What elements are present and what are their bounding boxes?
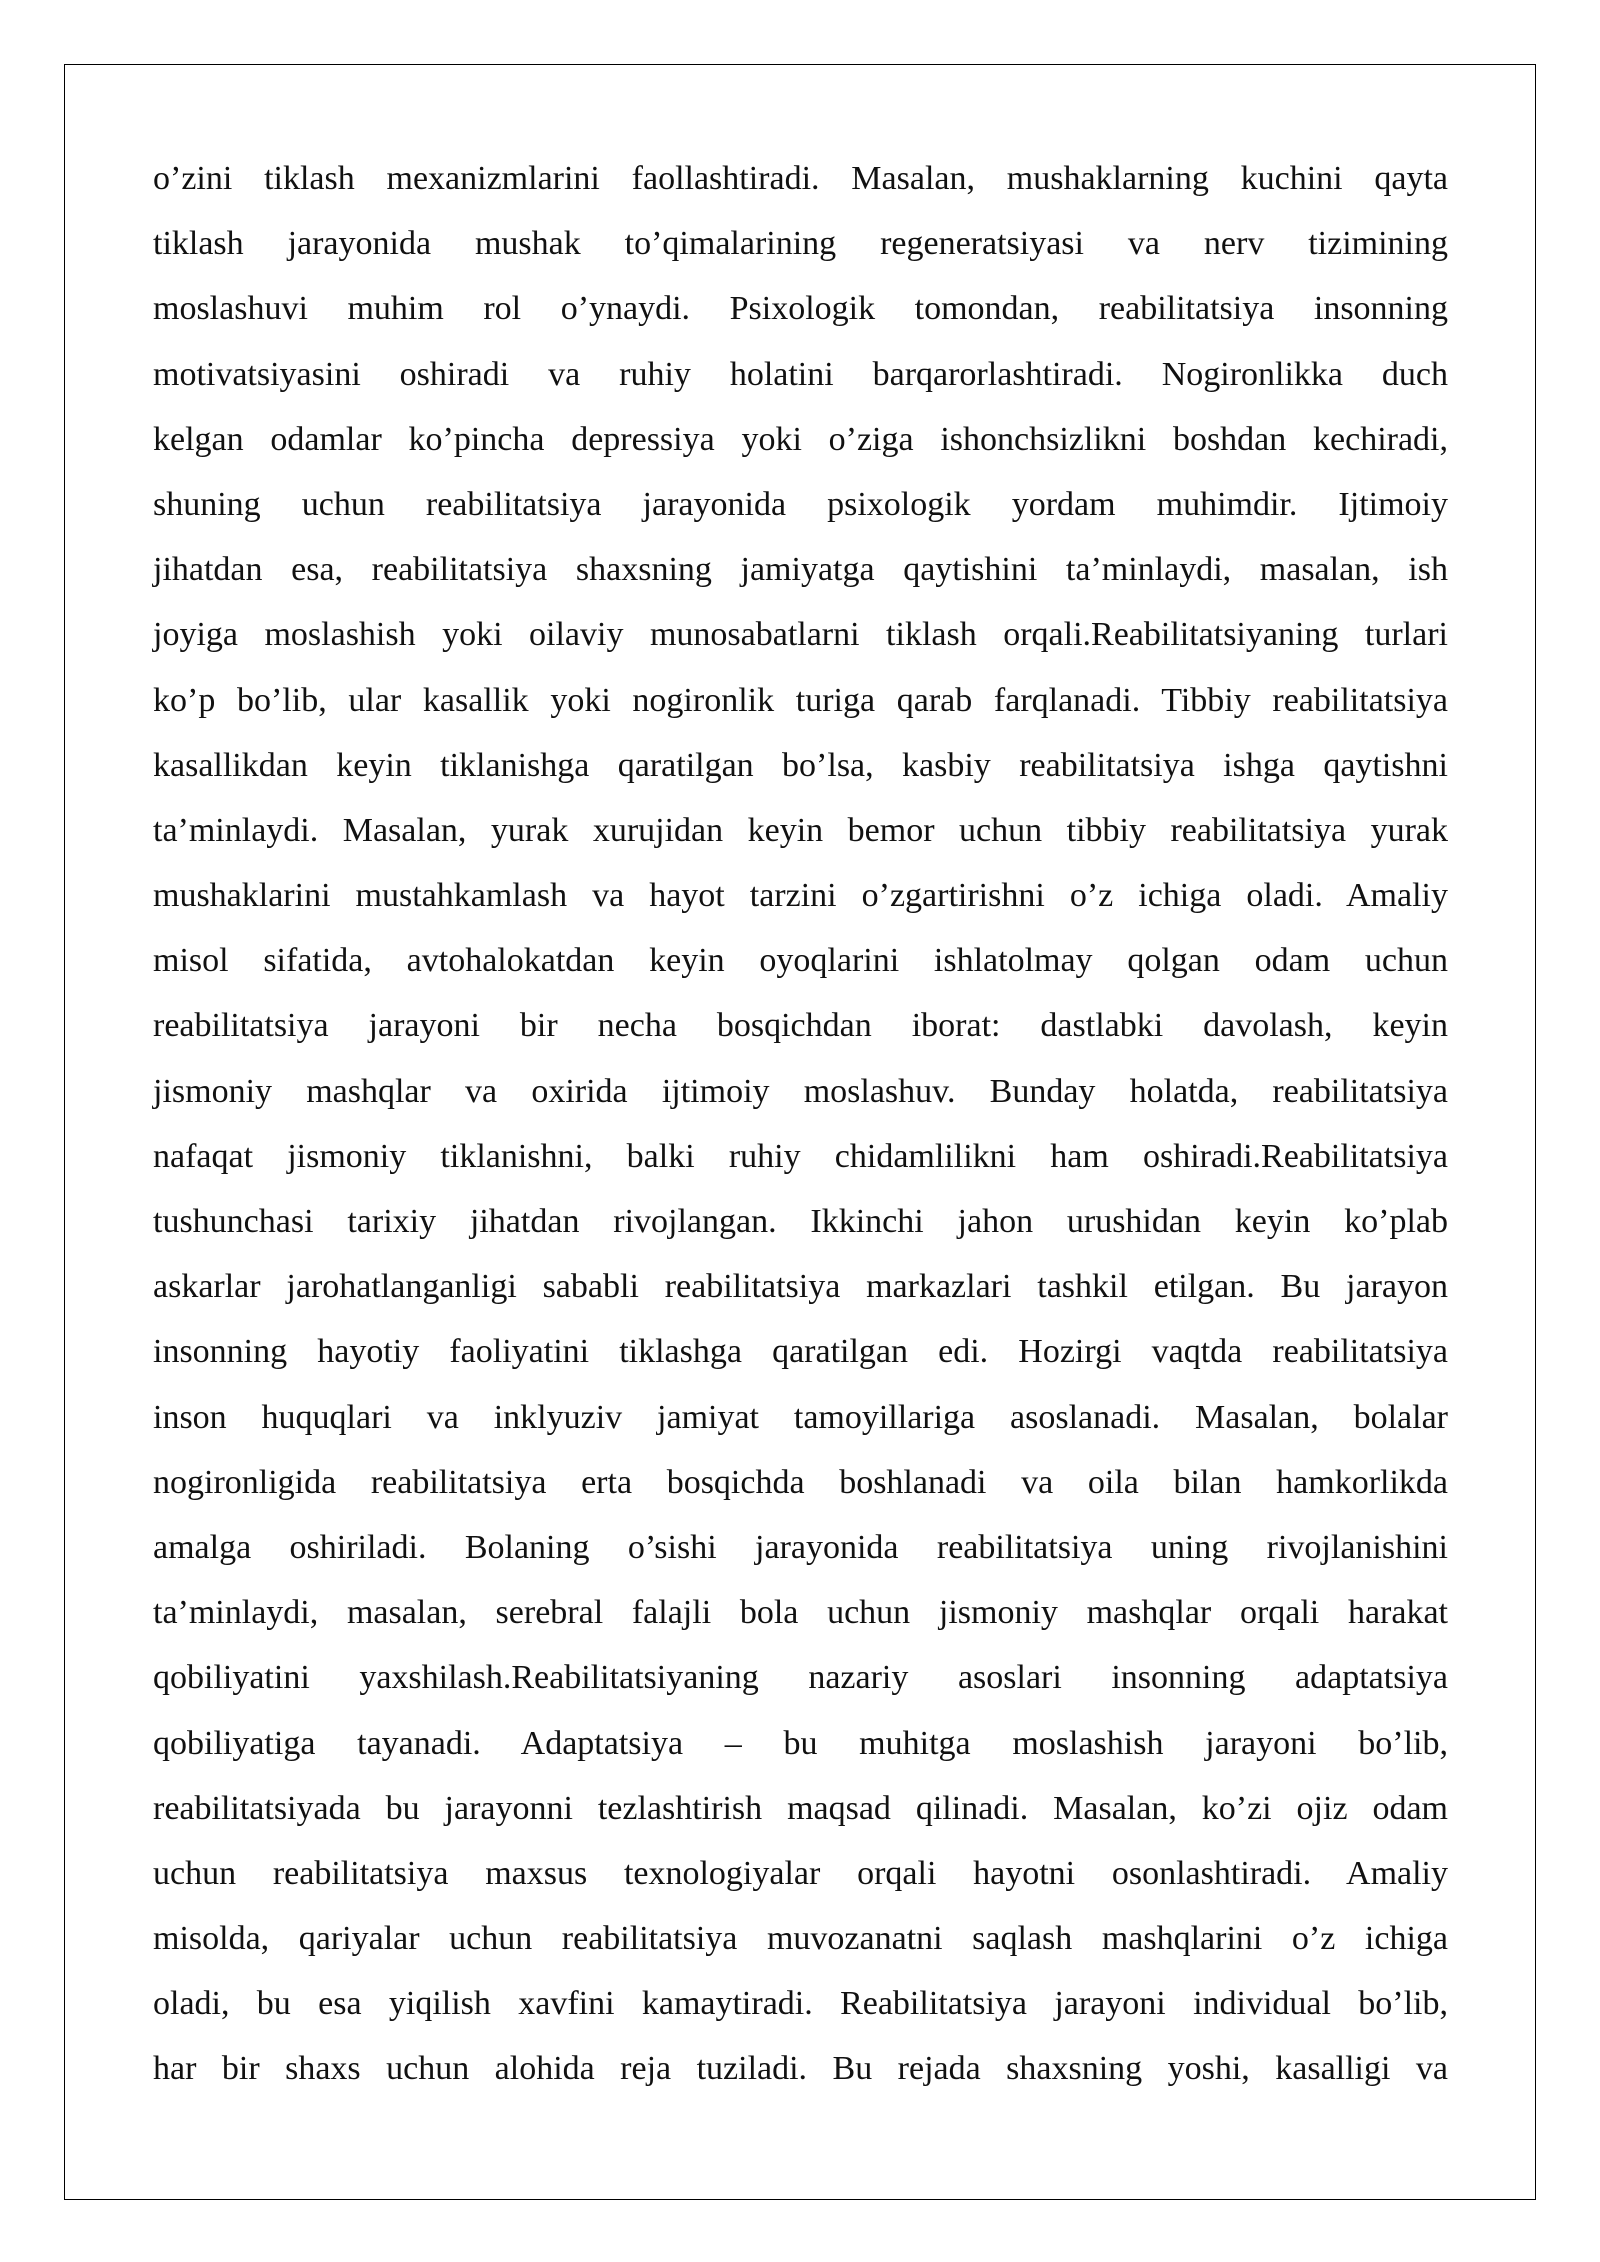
text-line-5: kelgan odamlar ko’pincha depressiya yoki o’ziga ishonchsizlikni boshdan kechiradi, xyxy=(153,420,1448,458)
text-line-22: amalga oshiriladi. Bolaning o’sishi jarayonida reabilitatsiya uning rivojlanishini xyxy=(153,1528,1448,1566)
text-line-1: o’zini tiklash mexanizmlarini faollashtiradi. Masalan, mushaklarning kuchini qayta xyxy=(153,160,1448,197)
text-line-19: insonning hayotiy faoliyatini tiklashga qaratilgan edi. Hozirgi vaqtda reabilitatsiya xyxy=(153,1333,1448,1371)
text-line-7: jihatdan esa, reabilitatsiya shaxsning jamiyatga qaytishini ta’minlaydi, masalan, ish xyxy=(153,551,1448,589)
text-line-28: misolda, qariyalar uchun reabilitatsiya muvozanatni saqlash mashqlarini o’z ichiga xyxy=(153,1920,1448,1958)
text-line-24: qobiliyatini yaxshilash.Reabilitatsiyaning nazariy asoslari insonning adaptatsiya xyxy=(153,1659,1448,1697)
text-line-10: kasallikdan keyin tiklanishga qaratilgan bo’lsa, kasbiy reabilitatsiya ishga qaytishni xyxy=(153,746,1448,784)
text-line-16: nafaqat jismoniy tiklanishni, balki ruhiy chidamlilikni ham oshiradi.Reabilitatsiya xyxy=(153,1137,1448,1175)
text-line-15: jismoniy mashqlar va oxirida ijtimoiy moslashuv. Bunday holatda, reabilitatsiya xyxy=(153,1072,1448,1110)
text-line-25: qobiliyatiga tayanadi. Adaptatsiya – bu muhitga moslashish jarayoni bo’lib, xyxy=(153,1724,1448,1762)
text-line-18: askarlar jarohatlanganligi sababli reabilitatsiya markazlari tashkil etilgan. Bu jarayon xyxy=(153,1268,1448,1306)
text-line-8: joyiga moslashish yoki oilaviy munosabatlarni tiklash orqali.Reabilitatsiyaning turlari xyxy=(153,616,1448,654)
text-line-3: moslashuvi muhim rol o’ynaydi. Psixologik tomondan, reabilitatsiya insonning xyxy=(153,290,1448,328)
text-line-14: reabilitatsiya jarayoni bir necha bosqichdan iborat: dastlabki davolash, keyin xyxy=(153,1007,1448,1045)
body-paragraph xyxy=(153,146,1448,2102)
text-line-2: tiklash jarayonida mushak to’qimalarining regeneratsiyasi va nerv tizimining xyxy=(153,225,1448,263)
text-line-26: reabilitatsiyada bu jarayonni tezlashtirish maqsad qilinadi. Masalan, ko’zi ojiz odam xyxy=(153,1789,1448,1827)
text-line-21: nogironligida reabilitatsiya erta bosqichda boshlanadi va oila bilan hamkorlikda xyxy=(153,1463,1448,1501)
text-line-11: ta’minlaydi. Masalan, yurak xurujidan keyin bemor uchun tibbiy reabilitatsiya yurak xyxy=(153,811,1448,849)
text-line-4: motivatsiyasini oshiradi va ruhiy holatini barqarorlashtiradi. Nogironlikka duch xyxy=(153,355,1448,393)
text-line-20: inson huquqlari va inklyuziv jamiyat tamoyillariga asoslanadi. Masalan, bolalar xyxy=(153,1398,1448,1436)
text-line-6: shuning uchun reabilitatsiya jarayonida psixologik yordam muhimdir. Ijtimoiy xyxy=(153,485,1448,523)
text-line-27: uchun reabilitatsiya maxsus texnologiyalar orqali hayotni osonlashtiradi. Amaliy xyxy=(153,1854,1448,1892)
text-line-30: har bir shaxs uchun alohida reja tuziladi. Bu rejada shaxsning yoshi, kasalligi va xyxy=(153,2050,1448,2088)
text-line-29: oladi, bu esa yiqilish xavfini kamaytiradi. Reabilitatsiya jarayoni individual bo’lib, xyxy=(153,1985,1448,2023)
text-line-12: mushaklarini mustahkamlash va hayot tarzini o’zgartirishni o’z ichiga oladi. Amaliy xyxy=(153,877,1448,915)
text-line-23: ta’minlaydi, masalan, serebral falajli bola uchun jismoniy mashqlar orqali harakat xyxy=(153,1594,1448,1632)
text-line-13: misol sifatida, avtohalokatdan keyin oyoqlarini ishlatolmay qolgan odam uchun xyxy=(153,942,1448,980)
text-line-17: tushunchasi tarixiy jihatdan rivojlangan. Ikkinchi jahon urushidan keyin ko’plab xyxy=(153,1203,1448,1240)
text-line-9: ko’p bo’lib, ular kasallik yoki nogironlik turiga qarab farqlanadi. Tibbiy reabilitatsiya xyxy=(153,681,1448,719)
